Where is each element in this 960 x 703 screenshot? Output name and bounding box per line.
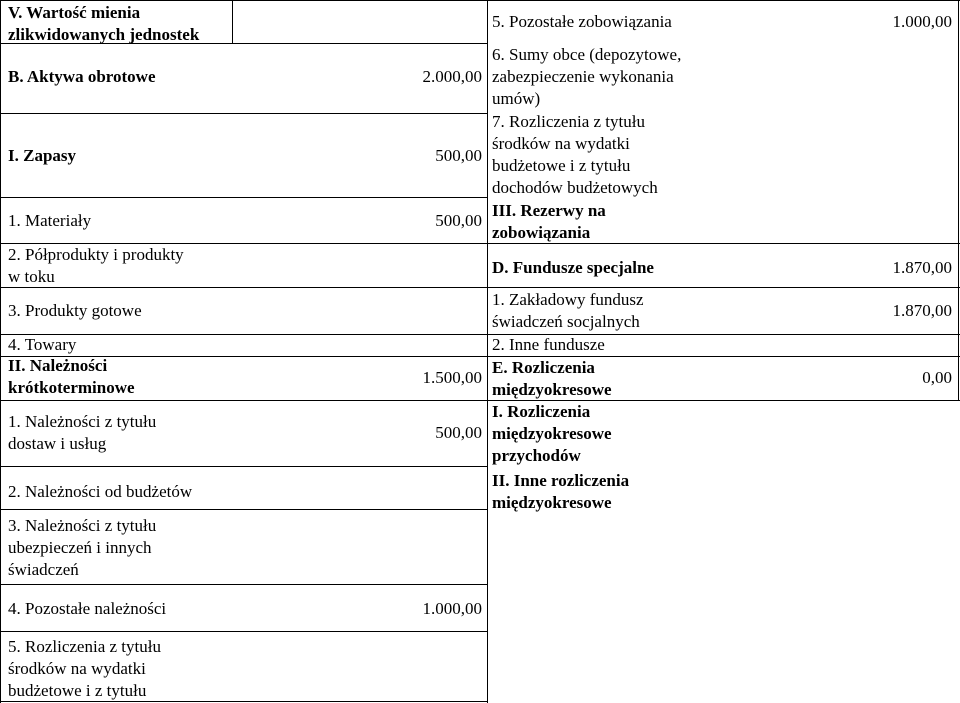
pozostale-zobowiazania-label: 5. Pozostałe zobowiązania (492, 12, 672, 31)
produkty-gotowe-label: 3. Produkty gotowe (8, 301, 142, 320)
naleznosci-ubezpieczen-label: 3. Należności z tytułu ubezpieczeń i innych świadczeń (8, 516, 157, 579)
naleznosci-dostaw-value: 500,00 (435, 423, 482, 442)
zapasy-value: 500,00 (435, 146, 482, 165)
rezerwy-label: III. Rezerwy na zobowiązania (492, 201, 606, 242)
column-divider (0, 0, 1, 703)
inne-rozliczenia-label: II. Inne rozliczenia międzyokresowe (492, 471, 630, 512)
naleznosci-dostaw-label: 1. Należności z tytułu dostaw i usług (8, 412, 157, 453)
sumy-obce-label: 6. Sumy obce (depozytowe, zabezpieczenie wykonania umów) (492, 45, 682, 108)
rozliczenia-wydatki-label: 5. Rozliczenia z tytułu środków na wydatki budżetowe i z tytułu (8, 637, 161, 700)
towary-label: 4. Towary (8, 335, 77, 354)
row-divider (0, 631, 487, 632)
naleznosci-krotkoterminowe-label: II. Należności krótkoterminowe (8, 356, 135, 397)
aktywa-obrotowe-value: 2.000,00 (422, 67, 482, 86)
aktywa-obrotowe-label: B. Aktywa obrotowe (8, 67, 156, 86)
zapasy-label: I. Zapasy (8, 146, 77, 165)
naleznosci-krotkoterminowe-value: 1.500,00 (422, 368, 482, 387)
row-divider (0, 113, 487, 114)
v-mienie-label: V. Wartość mienia zlikwidowanych jednostek (8, 3, 200, 44)
inne-fundusze-label: 2. Inne fundusze (492, 335, 605, 354)
fundusze-specjalne-value: 1.870,00 (892, 258, 952, 277)
zfss-value: 1.870,00 (892, 301, 952, 320)
pozostale-zobowiazania-value: 1.000,00 (892, 12, 952, 31)
row-divider (0, 356, 960, 357)
row-divider (0, 334, 960, 335)
pozostale-naleznosci-label: 4. Pozostałe należności (8, 599, 167, 618)
row-divider (0, 584, 487, 585)
row-divider (0, 197, 487, 198)
polprodukty-label: 2. Półprodukty i produkty w toku (8, 245, 184, 286)
row-divider (0, 509, 487, 510)
zfss-label: 1. Zakładowy fundusz świadczeń socjalnych (492, 290, 644, 331)
column-divider (232, 0, 233, 43)
row-divider (0, 400, 960, 401)
rozliczenia-miedzyokresowe-label: E. Rozliczenia międzyokresowe (492, 358, 612, 399)
materialy-label: 1. Materiały (8, 211, 92, 230)
column-divider (487, 0, 488, 703)
rozliczenia-srodkow-label: 7. Rozliczenia z tytułu środków na wydatki budżetowe i z tytułu dochodów budżetowych (492, 112, 658, 197)
column-divider (958, 0, 959, 400)
rozliczenia-miedzyokresowe-value: 0,00 (922, 368, 952, 387)
pozostale-naleznosci-value: 1.000,00 (422, 599, 482, 618)
rozliczenia-przychodow-label: I. Rozliczenia międzyokresowe przychodów (492, 402, 612, 465)
materialy-value: 500,00 (435, 211, 482, 230)
fundusze-specjalne-label: D. Fundusze specjalne (492, 258, 654, 277)
naleznosci-budzetow-label: 2. Należności od budżetów (8, 482, 193, 501)
row-divider (0, 0, 960, 1)
row-divider (0, 466, 487, 467)
